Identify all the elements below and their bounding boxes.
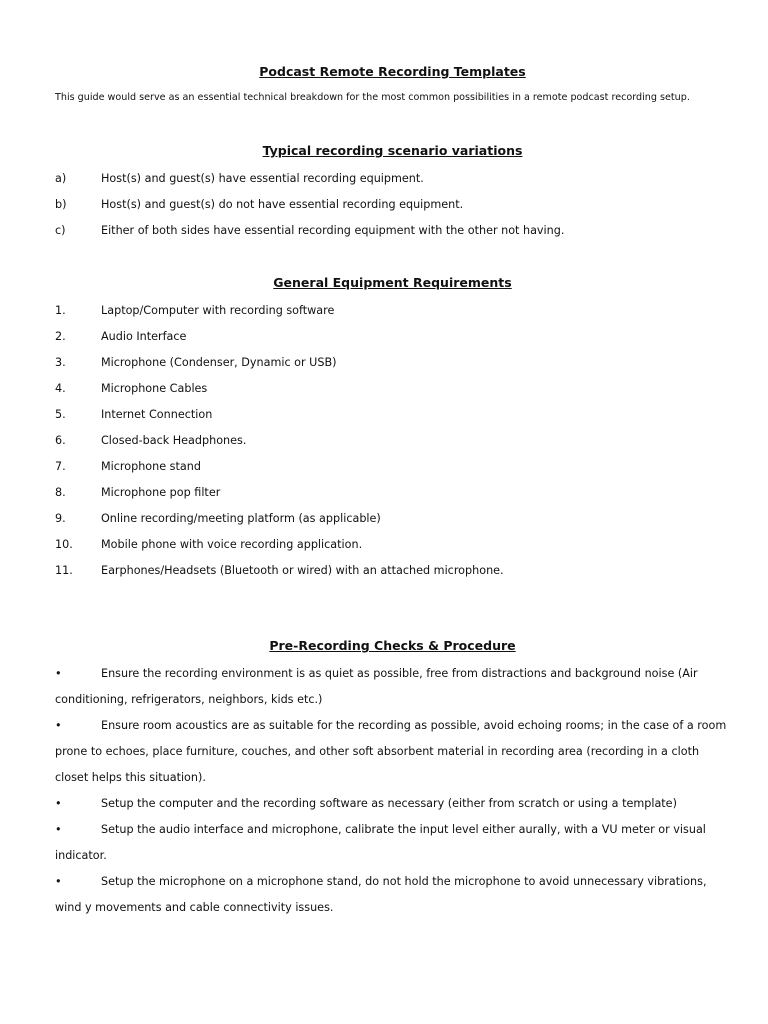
bullet-marker: • — [55, 823, 62, 836]
list-marker: c) — [55, 224, 66, 237]
bullet-text: Setup the audio interface and microphone, calibrate the input level either aurally, with a VU meter or visual indicator. — [55, 823, 706, 862]
list-text: Earphones/Headsets (Bluetooth or wired) with an attached microphone. — [101, 564, 504, 577]
list-text: Online recording/meeting platform (as applicable) — [101, 512, 381, 525]
equipment-heading: General Equipment Requirements — [273, 275, 512, 290]
bullet-item — [55, 817, 735, 869]
intro-text: This guide would serve as an essential technical breakdown for the most common possibilities in a remote podcast recording setup. — [55, 92, 690, 103]
list-marker: 1. — [55, 304, 66, 317]
list-text: Microphone stand — [101, 460, 201, 473]
list-text: Audio Interface — [101, 330, 187, 343]
bullet-text: Ensure room acoustics are as suitable for the recording as possible, avoid echoing rooms; in the case of a room prone to echoes, place furniture, couches, and other soft absorbent material in recording area (recording in a cloth closet helps this situation). — [55, 719, 727, 784]
bullet-marker: • — [55, 719, 62, 732]
list-marker: 9. — [55, 512, 66, 525]
bullet-item — [55, 661, 735, 713]
bullet-item — [55, 791, 735, 817]
list-text: Microphone pop filter — [101, 486, 221, 499]
list-marker: 7. — [55, 460, 66, 473]
list-text: Microphone (Condenser, Dynamic or USB) — [101, 356, 337, 369]
list-text: Internet Connection — [101, 408, 213, 421]
list-marker: 6. — [55, 434, 66, 447]
bullet-item — [55, 869, 735, 921]
bullet-marker: • — [55, 797, 62, 810]
checks-heading: Pre-Recording Checks & Procedure — [269, 638, 516, 653]
list-marker: a) — [55, 172, 67, 185]
bullet-text: Setup the microphone on a microphone stand, do not hold the microphone to avoid unnecessary vibrations, wind y movements and cable connectivity issues. — [55, 875, 707, 914]
bullet-marker: • — [55, 875, 62, 888]
scenarios-heading: Typical recording scenario variations — [262, 143, 523, 158]
bullet-text: Ensure the recording environment is as quiet as possible, free from distractions and background noise (Air conditioning, refrigerators, neighbors, kids etc.) — [55, 667, 698, 706]
list-text: Laptop/Computer with recording software — [101, 304, 335, 317]
list-text: Host(s) and guest(s) have essential recording equipment. — [101, 172, 424, 185]
list-marker: 5. — [55, 408, 66, 421]
list-marker: 8. — [55, 486, 66, 499]
list-text: Closed-back Headphones. — [101, 434, 247, 447]
bullet-text: Setup the computer and the recording software as necessary (either from scratch or using a template) — [101, 797, 677, 810]
bullet-item — [55, 713, 735, 791]
list-marker: 11. — [55, 564, 73, 577]
list-text: Host(s) and guest(s) do not have essential recording equipment. — [101, 198, 464, 211]
list-marker: b) — [55, 198, 67, 211]
bullet-marker: • — [55, 667, 62, 680]
list-marker: 4. — [55, 382, 66, 395]
list-text: Mobile phone with voice recording application. — [101, 538, 363, 551]
list-marker: 2. — [55, 330, 66, 343]
list-text: Microphone Cables — [101, 382, 208, 395]
page-title: Podcast Remote Recording Templates — [259, 64, 526, 79]
list-marker: 3. — [55, 356, 66, 369]
list-marker: 10. — [55, 538, 73, 551]
list-text: Either of both sides have essential recording equipment with the other not having. — [101, 224, 565, 237]
